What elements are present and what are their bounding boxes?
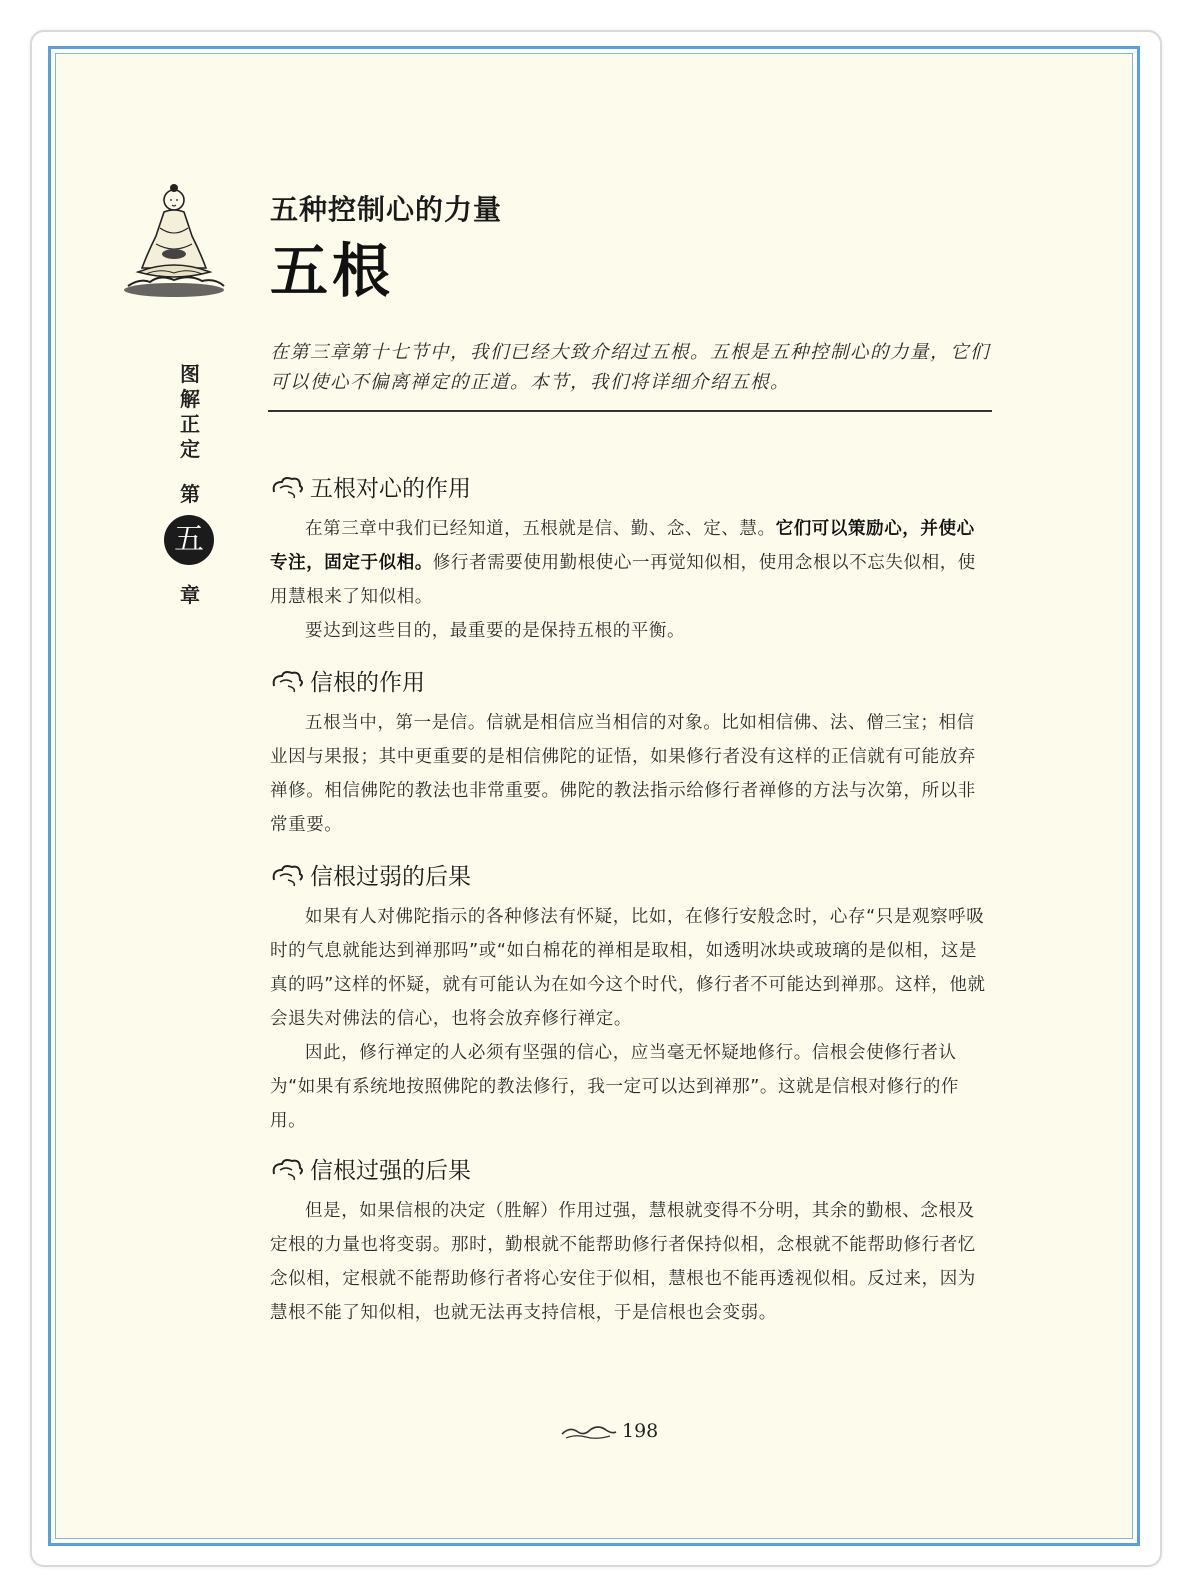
section-heading xyxy=(270,664,425,697)
page-number: 198 xyxy=(622,1420,659,1442)
wave-ornament-icon xyxy=(560,1420,618,1442)
side-book-label xyxy=(178,362,202,608)
section-heading xyxy=(270,470,471,503)
section-paragraph: 要达到这些目的，最重要的是保持五根的平衡。 xyxy=(305,621,686,641)
side-char: 正 xyxy=(180,412,200,436)
divider xyxy=(268,410,992,412)
chapter-prefix: 第 xyxy=(180,482,200,506)
side-char: 解 xyxy=(180,387,200,411)
paragraph-text: 修行者需要使用勤根使心一再觉知似相，使用念根以不忘失似相，使用慧根来了知似相。 xyxy=(270,553,976,607)
section-paragraph: 但是，如果信根的决定（胜解）作用过强，慧根就变得不分明，其余的勤根、念根及定根的力量也将变弱。那时，勤根就不能帮助修行者保持似相，念根就不能帮助修行者忆念似相，定根就不能帮助修行者将心安住于似相，慧根也不能再透视似相。反过来，因为慧根不能了知似相，也就无法再支持信根，于是信根也会变弱。 xyxy=(270,1201,976,1323)
section-heading-text: 信根过弱的后果 xyxy=(310,864,471,890)
cloud-ornament-icon xyxy=(270,668,306,694)
paragraph-text: 在第三章中我们已经知道，五根就是信、勤、念、定、慧。 xyxy=(305,519,776,539)
cloud-ornament-icon xyxy=(270,862,306,888)
cloud-ornament-icon xyxy=(270,1156,306,1182)
cloud-ornament-icon xyxy=(270,474,306,500)
intro-paragraph: 在第三章第十七节中，我们已经大致介绍过五根。五根是五种控制心的力量，它们可以使心不偏离禅定的正道。本节，我们将详细介绍五根。 xyxy=(270,342,991,393)
section-heading-text: 信根的作用 xyxy=(310,670,425,696)
chapter-number-badge: 五 xyxy=(164,515,214,565)
page-subtitle: 五种控制心的力量 xyxy=(270,193,503,226)
chapter-suffix: 章 xyxy=(180,583,200,607)
buddha-illustration-icon xyxy=(120,178,228,300)
section-heading xyxy=(270,1152,471,1185)
section-heading-text: 五根对心的作用 xyxy=(310,476,471,502)
section-heading xyxy=(270,858,471,891)
side-char: 定 xyxy=(180,437,200,461)
section-paragraph xyxy=(270,512,992,614)
section-paragraph: 因此，修行禅定的人必须有坚强的信心，应当毫无怀疑地修行。信根会使修行者认为“如果有系统地按照佛陀的教法修行，我一定可以达到禅那”。这就是信根对修行的作用。 xyxy=(270,1043,960,1131)
section-paragraph: 如果有人对佛陀指示的各种修法有怀疑，比如，在修行安般念时，心存“只是观察呼吸时的气息就能达到禅那吗”或“如白棉花的禅相是取相，如透明冰块或玻璃的是似相，这是真的吗”这样的怀疑，就有可能认为在如今这个时代，修行者不可能达到禅那。这样，他就会退失对佛法的信心，也将会放弃修行禅定。 xyxy=(270,907,986,1029)
section-paragraph: 五根当中，第一是信。信就是相信应当相信的对象。比如相信佛、法、僧三宝；相信业因与果报；其中更重要的是相信佛陀的证悟，如果修行者没有这样的正信就有可能放弃禅修。相信佛陀的教法也非常重要。佛陀的教法指示给修行者禅修的方法与次第，所以非常重要。 xyxy=(270,713,976,835)
paragraph-bold-text: 它们可以策励心，并使心专注，固定于似相。 xyxy=(270,519,975,573)
section-heading-text: 信根过强的后果 xyxy=(310,1158,471,1184)
page-footer xyxy=(560,1420,658,1442)
page-title: 五根 xyxy=(270,237,395,305)
side-char: 图 xyxy=(180,362,200,386)
